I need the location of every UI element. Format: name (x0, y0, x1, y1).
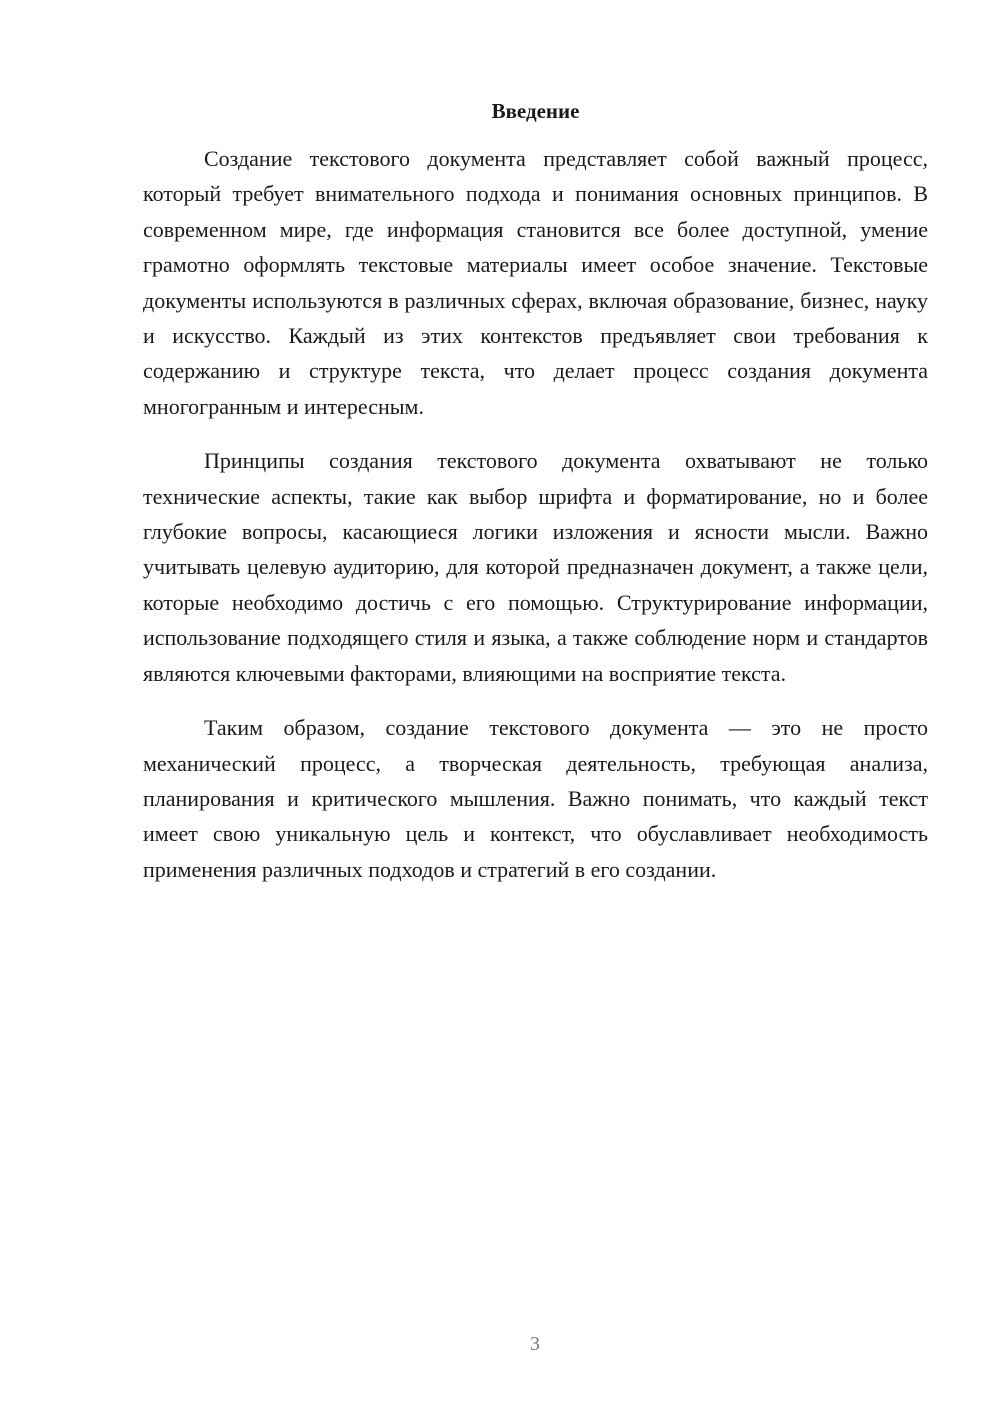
page-title: Введение (491, 99, 580, 123)
paragraph-1: Создание текстового документа представляет собой важный процесс, который требует внимательного подхода и понимания основных принципов. В современном мире, где информация становится все более доступной, умение грамотно оформлять текстовые материалы имеет особое значение. Текстовые документы используются в различных сферах, включая образование, бизнес, науку и искусство. Каждый из этих контекстов предъявляет свои требования к содержанию и структуре текста, что делает процесс создания документа многогранным и интересным. (143, 146, 928, 419)
paragraph-3: Таким образом, создание текстового документа — это не просто механический процесс, а творческая деятельность, требующая анализа, планирования и критического мышления. Важно понимать, что каждый текст имеет свою уникальную цель и контекст, что обуславливает необходимость применения различных подходов и стратегий в его создании. (143, 715, 928, 882)
body-text (143, 141, 928, 906)
page-number: 3 (530, 1333, 540, 1355)
paragraph-2: Принципы создания текстового документа охватывают не только технические аспекты, такие как выбор шрифта и форматирование, но и более глубокие вопросы, касающиеся логики изложения и ясности мысли. Важно учитывать целевую аудиторию, для которой предназначен документ, а также цели, которые необходимо достичь с его помощью. Структурирование информации, использование подходящего стиля и языка, а также соблюдение норм и стандартов являются ключевыми факторами, влияющими на восприятие текста. (143, 448, 928, 686)
